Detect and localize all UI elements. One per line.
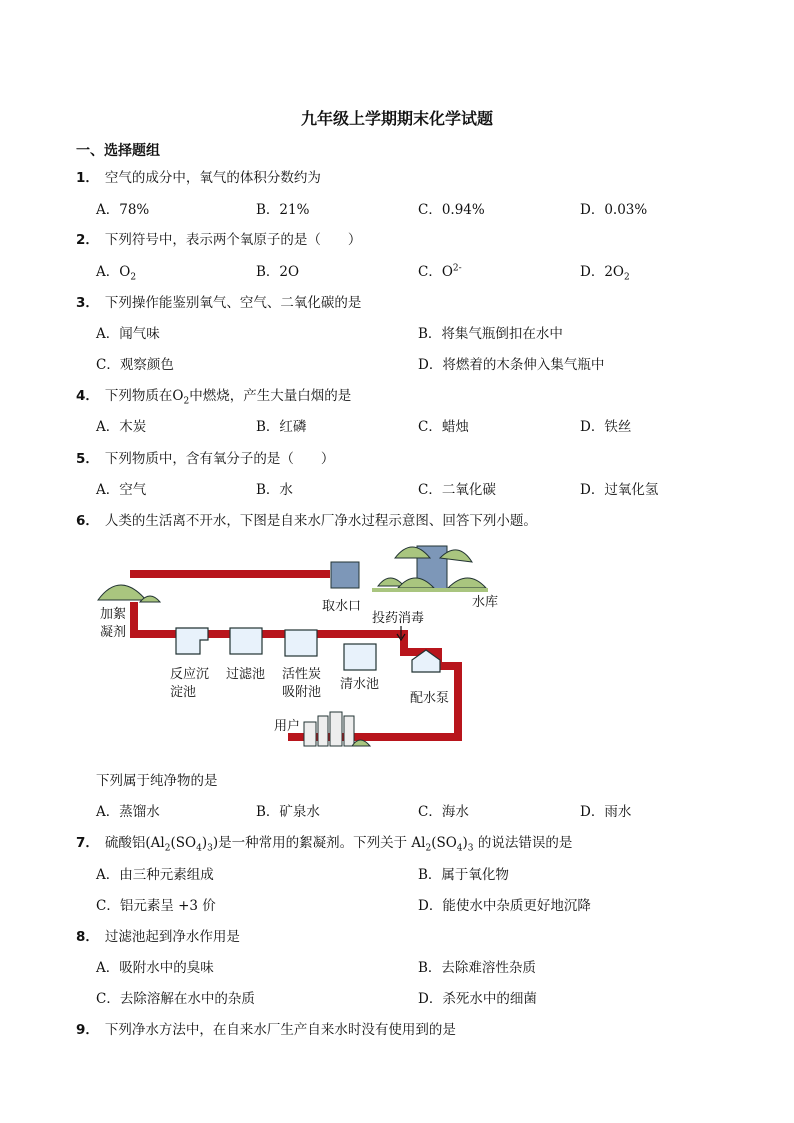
question-5 [76,447,334,467]
reservoir-tree-icon [448,578,486,588]
question-text: 空气的成分中，氧气的体积分数约为 [104,170,321,186]
question-text: 下列物质中，含有氧分子的是（ ） [104,451,335,467]
option-a: A．木炭 [96,419,147,435]
question-number: 1． [76,170,99,186]
option-d: D．过氧化氢 [580,482,659,498]
question-2 [76,228,361,248]
question-text: 过滤池起到净水作用是 [104,929,240,945]
label-filter: 过滤池 [226,667,266,682]
question-number: 6． [76,513,99,529]
clear-water-tank [344,644,376,670]
question-7 [76,831,572,854]
sub-question: 下列属于纯净物的是 [96,773,218,789]
option-b: B．2O [256,264,300,280]
option-a: A．$O_2$ [96,264,137,283]
label-intake: 取水口 [322,599,362,614]
option-d: D．$2O_2$ [580,264,630,283]
option-b: B．去除难溶性杂质 [418,960,536,976]
label-coagulant-1: 加絮 [100,607,127,622]
section-heading: 一、选择题组 [76,143,160,159]
option-c: C．$O^{2-}$ [418,263,462,280]
question-number: 9． [76,1022,99,1038]
question-4 [76,384,351,407]
filter-tank [230,628,262,654]
option-d: D．雨水 [580,804,632,820]
option-c: C．0.94% [418,202,485,218]
option-a: A．空气 [96,482,147,498]
question-text: 下列符号中，表示两个氧原子的是（ ） [104,232,362,248]
intake-box [331,562,359,588]
option-c: C．观察颜色 [96,357,174,373]
option-d: D．能使水中杂质更好地沉降 [418,898,591,914]
question-number: 4． [76,388,99,404]
label-clear-water: 清水池 [340,677,380,692]
question-6 [76,509,537,529]
question-number: 8． [76,929,99,945]
water-treatment-diagram [90,532,499,752]
page-title: 九年级上学期期末化学试题 [300,109,493,128]
carbon-tank [285,630,317,656]
option-a: A．由三种元素组成 [96,867,214,883]
label-sedimentation-1: 反应沉 [170,667,210,682]
label-pump: 配水泵 [410,691,450,706]
label-carbon-1: 活性炭 [282,667,322,682]
option-b: B．21% [256,202,310,218]
coagulant-tree-icon [98,585,146,600]
question-1 [76,166,321,186]
label-sedimentation-2: 淀池 [170,685,197,700]
option-a: A．78% [96,202,150,218]
option-d: D．将燃着的木条伸入集气瓶中 [418,357,605,373]
question-number: 2． [76,232,99,248]
reservoir-tree-icon [378,578,404,586]
option-c: C．海水 [418,804,469,820]
option-d: D．0.03% [580,202,648,218]
question-3 [76,291,361,311]
option-a: A．闻气味 [96,326,160,342]
option-b: B．水 [256,482,293,498]
option-c: C．蜡烛 [418,419,469,435]
question-text: 下列物质在$O_2$中燃烧，产生大量白烟的是 [104,388,352,407]
label-user: 用户 [274,719,301,734]
label-reservoir: 水库 [472,595,499,610]
label-carbon-2: 吸附池 [282,685,322,700]
option-b: B．矿泉水 [256,804,320,820]
question-number: 5． [76,451,99,467]
question-text: 硫酸铝$(Al_2(SO_4)_3)$是一种常用的絮凝剂。下列关于 $Al_2(SO_4)_3$ 的说法错误的是 [104,835,573,854]
question-text: 下列操作能鉴别氧气、空气、二氧化碳的是 [104,295,362,311]
option-b: B．将集气瓶倒扣在水中 [418,326,563,342]
option-a: A．吸附水中的臭味 [96,960,214,976]
option-c: C．二氧化碳 [418,482,496,498]
question-number: 3． [76,295,99,311]
question-9 [76,1018,456,1038]
option-c: C．去除溶解在水中的杂质 [96,991,255,1007]
option-a: A．蒸馏水 [96,804,160,820]
label-dosing: 投药消毒 [372,611,425,626]
option-b: B．属于氧化物 [418,867,509,883]
question-text: 人类的生活离不开水，下图是自来水厂净水过程示意图、回答下列小题。 [104,513,537,529]
sedimentation-tank [176,628,208,654]
question-text: 下列净水方法中，在自来水厂生产自来水时没有使用到的是 [104,1022,456,1038]
option-d: D．杀死水中的细菌 [418,991,537,1007]
question-8 [76,925,240,945]
option-c: C．铝元素呈 +3 价 [96,898,216,914]
option-d: D．铁丝 [580,419,632,435]
label-coagulant-2: 凝剂 [100,625,127,640]
question-number: 7． [76,835,99,851]
option-b: B．红磷 [256,419,307,435]
